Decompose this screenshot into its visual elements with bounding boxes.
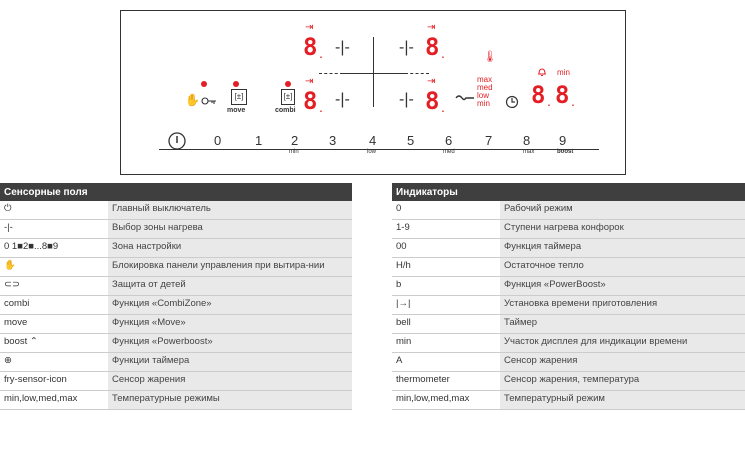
- indicator-description: Функция таймера: [500, 239, 745, 258]
- touch-field-description: Главный выключатель: [108, 201, 352, 220]
- bell-icon: [537, 67, 547, 77]
- touch-field-description: Сенсор жарения: [108, 372, 352, 391]
- combi-label: combi: [275, 107, 296, 114]
- indicator-row: [392, 201, 745, 220]
- scale-number-9[interactable]: 9: [559, 133, 567, 148]
- touch-field-symbol: fry-sensor-icon: [0, 372, 108, 391]
- indicator-symbol: min,low,med,max: [392, 391, 500, 410]
- thermometer-icon: 🌡: [483, 51, 497, 63]
- scale-label-low: low: [367, 149, 377, 155]
- timer-icon-top-right: ⇥: [427, 22, 436, 33]
- touch-field-row: [0, 334, 352, 353]
- move-icon[interactable]: [±]: [231, 89, 247, 105]
- scale-number-8[interactable]: 8: [523, 133, 531, 148]
- zone-dot-bottom-left: .: [319, 99, 323, 115]
- zone-select-top-right-icon[interactable]: -|-: [399, 39, 414, 56]
- indicator-symbol: 1-9: [392, 220, 500, 239]
- zone-select-bottom-left-icon[interactable]: -|-: [335, 91, 350, 108]
- indicator-row: [392, 258, 745, 277]
- zone-dot-bottom-right: .: [441, 99, 445, 115]
- touch-field-symbol: -|-: [0, 220, 108, 239]
- indicator-symbol: b: [392, 277, 500, 296]
- indicator-row: [392, 277, 745, 296]
- touch-field-symbol: ⊂⊃: [0, 277, 108, 296]
- scale-number-4[interactable]: 4: [369, 133, 377, 148]
- indicator-row: [392, 372, 745, 391]
- indicators-table: [392, 183, 745, 410]
- indicator-dot-combi: [285, 81, 291, 87]
- indicator-description: Ступени нагрева конфорок: [500, 220, 745, 239]
- temp-label-min: min: [477, 99, 490, 108]
- indicator-row: [392, 239, 745, 258]
- indicators-title: Индикаторы: [392, 183, 745, 201]
- indicator-description: Сенсор жарения: [500, 353, 745, 372]
- touch-field-row: [0, 201, 352, 220]
- indicator-symbol: A: [392, 353, 500, 372]
- touch-field-row: [0, 296, 352, 315]
- zone-digit-top-left: 8: [303, 33, 318, 61]
- scale-number-1[interactable]: 1: [255, 133, 263, 148]
- touch-field-symbol: boost ⌃: [0, 334, 108, 353]
- child-lock-key-icon[interactable]: [201, 97, 217, 105]
- indicator-row: [392, 334, 745, 353]
- indicator-dot-move: [233, 81, 239, 87]
- timer-icon-bottom-right: ⇥: [427, 76, 436, 87]
- indicator-description: Сенсор жарения, температура: [500, 372, 745, 391]
- scale-label-boost: boost: [557, 149, 574, 155]
- indicator-symbol: thermometer: [392, 372, 500, 391]
- combi-icon[interactable]: [±]: [281, 89, 295, 105]
- indicator-description: Рабочий режим: [500, 201, 745, 220]
- scale-number-6[interactable]: 6: [445, 133, 453, 148]
- dashed-line-left: [319, 73, 343, 74]
- touch-field-row: [0, 277, 352, 296]
- touch-field-symbol: ⊕: [0, 353, 108, 372]
- indicator-row: [392, 220, 745, 239]
- touch-field-row: [0, 353, 352, 372]
- touch-field-symbol: ⏻: [0, 201, 108, 220]
- indicator-description: Температурный режим: [500, 391, 745, 410]
- timer-digit-2: 8: [555, 81, 570, 109]
- indicator-description: Таймер: [500, 315, 745, 334]
- center-vertical-line: [373, 37, 374, 107]
- scale-number-2[interactable]: 2: [291, 133, 299, 148]
- touch-field-description: Функция «Powerboost»: [108, 334, 352, 353]
- touch-field-row: [0, 315, 352, 334]
- zone-digit-top-right: 8: [425, 33, 440, 61]
- touch-field-description: Функции таймера: [108, 353, 352, 372]
- move-label: move: [227, 107, 246, 114]
- indicator-symbol: min: [392, 334, 500, 353]
- dashed-line-right: [405, 73, 429, 74]
- indicator-dot-lock: [201, 81, 207, 87]
- power-scale[interactable]: [161, 129, 601, 153]
- zone-digit-bottom-left: 8: [303, 87, 318, 115]
- min-label: min: [557, 68, 570, 77]
- indicator-symbol: H/h: [392, 258, 500, 277]
- scale-number-5[interactable]: 5: [407, 133, 415, 148]
- touch-field-description: Выбор зоны нагрева: [108, 220, 352, 239]
- scale-number-0[interactable]: 0: [214, 133, 222, 148]
- touch-fields-table: [0, 183, 352, 410]
- indicator-row: [392, 315, 745, 334]
- touch-field-description: Температурные режимы: [108, 391, 352, 410]
- scale-label-max: max: [523, 149, 535, 155]
- indicator-symbol: |→|: [392, 296, 500, 315]
- touch-field-row: [0, 220, 352, 239]
- touch-field-row: [0, 372, 352, 391]
- fry-sensor-icon[interactable]: [455, 93, 475, 103]
- touch-field-description: Функция «CombiZone»: [108, 296, 352, 315]
- scale-label-min: min: [289, 149, 299, 155]
- zone-dot-top-right: .: [441, 45, 445, 61]
- touch-field-symbol: move: [0, 315, 108, 334]
- scale-label-med: med: [443, 149, 455, 155]
- touch-field-row: [0, 391, 352, 410]
- touch-field-description: Защита от детей: [108, 277, 352, 296]
- zone-digit-bottom-right: 8: [425, 87, 440, 115]
- zone-select-bottom-right-icon[interactable]: -|-: [399, 91, 414, 108]
- temp-label-low: low: [477, 91, 490, 100]
- indicator-row: [392, 296, 745, 315]
- timer-clock-icon[interactable]: [505, 95, 519, 109]
- indicator-symbol: 00: [392, 239, 500, 258]
- touch-fields-title: Сенсорные поля: [0, 183, 352, 201]
- touch-field-description: Функция «Move»: [108, 315, 352, 334]
- indicator-symbol: 0: [392, 201, 500, 220]
- touch-field-symbol: min,low,med,max: [0, 391, 108, 410]
- scale-number-7[interactable]: 7: [485, 133, 493, 148]
- touch-field-symbol: combi: [0, 296, 108, 315]
- timer-icon-bottom-left: ⇥: [305, 76, 314, 87]
- temp-label-med: med: [477, 83, 493, 92]
- scale-number-3[interactable]: 3: [329, 133, 337, 148]
- indicator-row: [392, 391, 745, 410]
- touch-field-row: [0, 239, 352, 258]
- touch-field-description: Блокировка панели управления при вытира-нии: [108, 258, 352, 277]
- timer-digit-1: 8: [531, 81, 546, 109]
- center-horizontal-line: [343, 73, 405, 74]
- control-panel-diagram: [120, 10, 626, 175]
- zone-dot-top-left: .: [319, 45, 323, 61]
- touch-field-symbol: 0 1■2■...8■9: [0, 239, 108, 258]
- temp-label-max: max: [477, 75, 493, 84]
- timer-icon-top-left: ⇥: [305, 22, 314, 33]
- indicator-description: Функция «PowerBoost»: [500, 277, 745, 296]
- indicator-description: Установка времени приготовления: [500, 296, 745, 315]
- indicator-row: [392, 353, 745, 372]
- indicator-symbol: bell: [392, 315, 500, 334]
- wipe-protection-hand-icon[interactable]: ✋: [185, 93, 200, 107]
- timer-dot-1: .: [547, 93, 551, 109]
- indicator-description: Остаточное тепло: [500, 258, 745, 277]
- touch-field-description: Зона настройки: [108, 239, 352, 258]
- indicator-description: Участок дисплея для индикации времени: [500, 334, 745, 353]
- timer-dot-2: .: [571, 93, 575, 109]
- zone-select-top-left-icon[interactable]: -|-: [335, 39, 350, 56]
- touch-field-row: [0, 258, 352, 277]
- touch-field-symbol: ✋: [0, 258, 108, 277]
